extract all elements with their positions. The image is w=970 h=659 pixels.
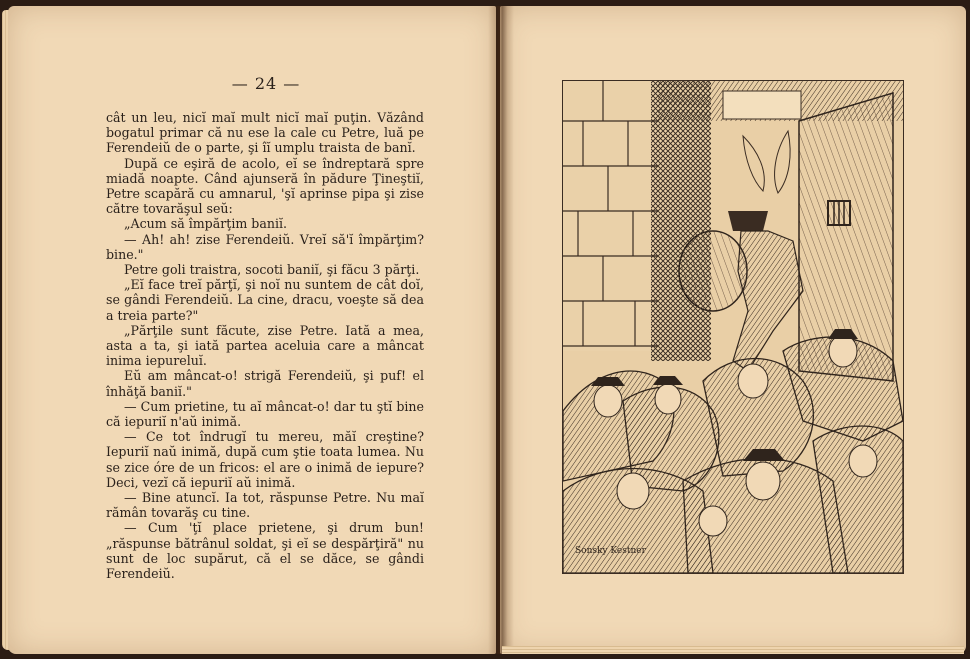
paragraph: „Acum să împărţim baniĭ. bbox=[124, 216, 288, 232]
paragraph: „Eĭ face treĭ părţĭ, şi noĭ nu suntem de cât doĭ, se gândi Ferendeiŭ. La cine, dracu, voeşte să dea a treia parte?" bbox=[106, 277, 424, 323]
body-text bbox=[106, 110, 424, 581]
paragraph: — Ce tot îndrugĭ tu mereu, măĭ creştine? Iepuriĭ naŭ inimă, după cum ştie toata lumea. Nu se zice óre de un fricos: el are o inimă de iepure? Deci, vezĭ că iepuriĭ aŭ inimă. bbox=[106, 429, 424, 490]
paragraph: „Părţile sunt făcute, zise Petre. Iată a mea, asta a ta, şi iată partea aceluia care a mâncat inima iepureluĭ. bbox=[106, 322, 424, 369]
engraving-drawing bbox=[563, 81, 903, 573]
engraving-illustration bbox=[562, 80, 904, 574]
paragraph: cât un leu, nicĭ maĭ mult nicĭ maĭ puţin. Văzând bogatul primar că nu ese la cale cu Petre, luă pe Ferendeiŭ de o parte, şi îĭ umplu traista de banĭ. bbox=[106, 110, 424, 156]
paragraph: După ce eşiră de acolo, eĭ se îndreptară spre miadă noapte. Când ajunseră în pădure Ţineştiĭ, Petre scapără cu amnarul, 'şĭ aprinse pipa şi zise către tovarăşul seŭ: bbox=[106, 155, 424, 217]
page-number: — 24 — bbox=[231, 74, 301, 93]
artist-signature: Sonsky Kestner bbox=[575, 546, 646, 556]
paragraph: — Cum prietine, tu aĭ mâncat-o! dar tu ştĭ bine că iepuriĭ n'aŭ inimă. bbox=[106, 398, 424, 430]
paragraph: — Bine atuncĭ. Ia tot, răspunse Petre. Nu maĭ rămân tovarăş cu tine. bbox=[106, 490, 424, 521]
paragraph: — Ah! ah! zise Ferendeiŭ. Vreĭ să'ĭ împărţim? bine." bbox=[106, 231, 424, 262]
page-edges-bottom bbox=[502, 646, 964, 654]
book-gutter bbox=[488, 6, 514, 654]
paragraph: Eŭ am mâncat-o! strigă Ferendeiŭ, şi puf! el înhăţă baniĭ." bbox=[106, 368, 424, 399]
paragraph: — Cum 'ţĭ place prietene, şi drum bun! „răspunse bătrânul soldat, şi eĭ se despărţiră" nu sunt de loc supărut, că el se dăce, se gândi Ferendeiŭ. bbox=[106, 520, 424, 582]
paragraph: Petre goli traistra, socoti baniĭ, şi făcu 3 părţi. bbox=[124, 262, 420, 278]
